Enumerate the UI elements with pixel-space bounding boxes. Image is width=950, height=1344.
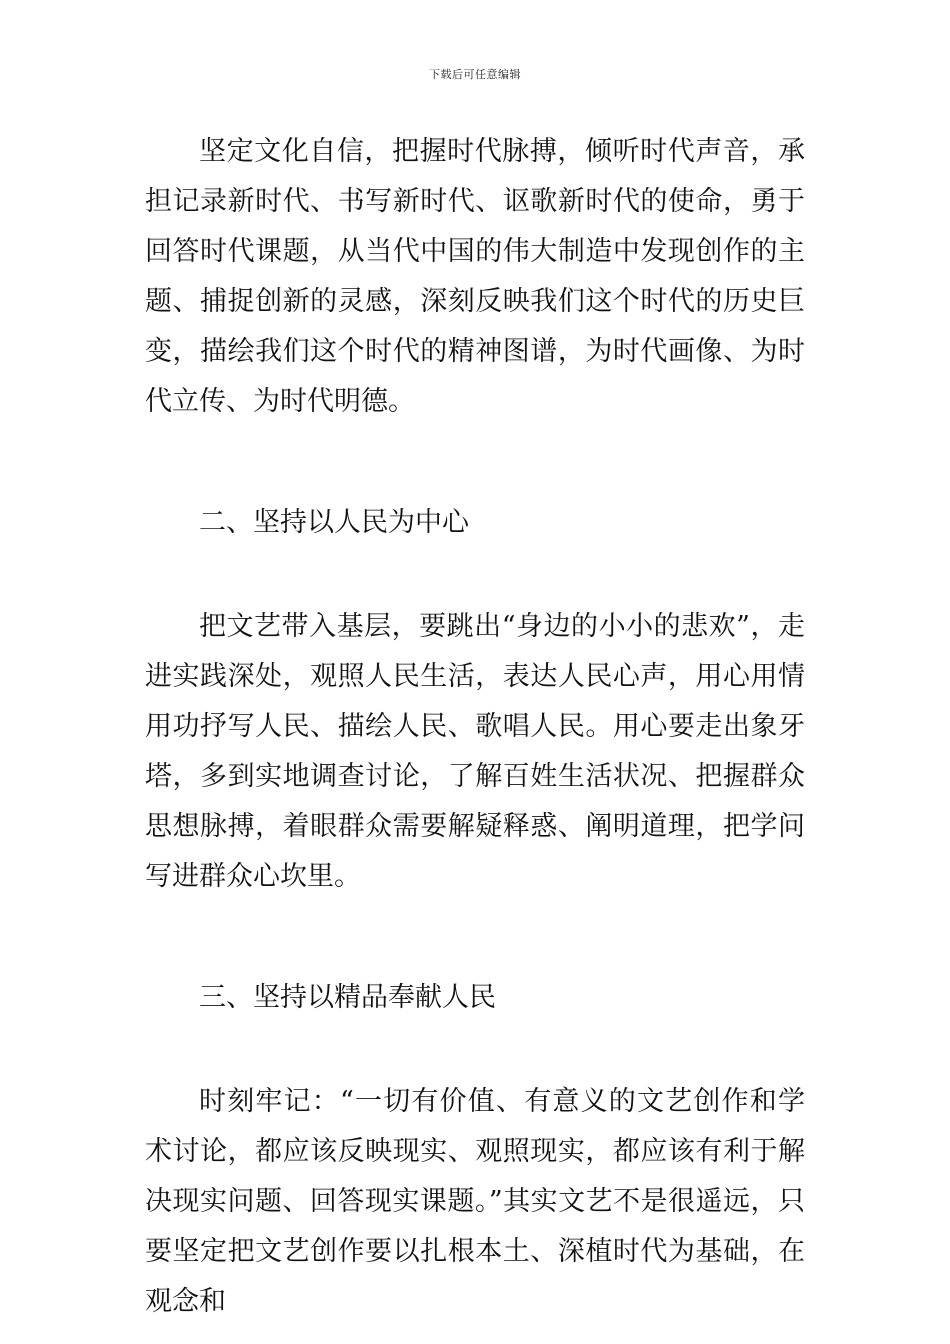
document-body	[145, 127, 805, 1327]
section-heading-3: 三、坚持以精品奉献人民	[199, 982, 496, 1013]
paragraph-2: 把文艺带入基层，要跳出“身边的小小的悲欢”，走进实践深处，观照人民生活，表达人民心声，用心用情用功抒写人民、描绘人民、歌唱人民。用心要走出象牙塔，多到实地调查讨论，了解百姓生活状况、把握群众思想脉搏，着眼群众需要解疑释惑、阐明道理，把学问写进群众心坎里。	[145, 611, 805, 892]
spacer	[145, 902, 805, 973]
spacer	[145, 427, 805, 498]
spacer	[145, 548, 805, 602]
paragraph-3: 时刻牢记：“一切有价值、有意义的文艺创作和学术讨论，都应该反映现实、观照现实，都应该有利于解决现实问题、回答现实课题。”其实文艺不是很遥远，只要坚定把文艺创作要以扎根本土、深植时代为基础，在观念和	[145, 1086, 805, 1317]
paragraph-1: 坚定文化自信，把握时代脉搏，倾听时代声音，承担记录新时代、书写新时代、讴歌新时代的使命，勇于回答时代课题，从当代中国的伟大制造中发现创作的主题、捕捉创新的灵感，深刻反映我们这个时代的历史巨变，描绘我们这个时代的精神图谱，为时代画像、为时代立传、为时代明德。	[145, 136, 805, 417]
section-heading-2: 二、坚持以人民为中心	[199, 507, 469, 538]
spacer	[145, 1023, 805, 1077]
header-note: 下载后可任意编辑	[429, 68, 521, 81]
